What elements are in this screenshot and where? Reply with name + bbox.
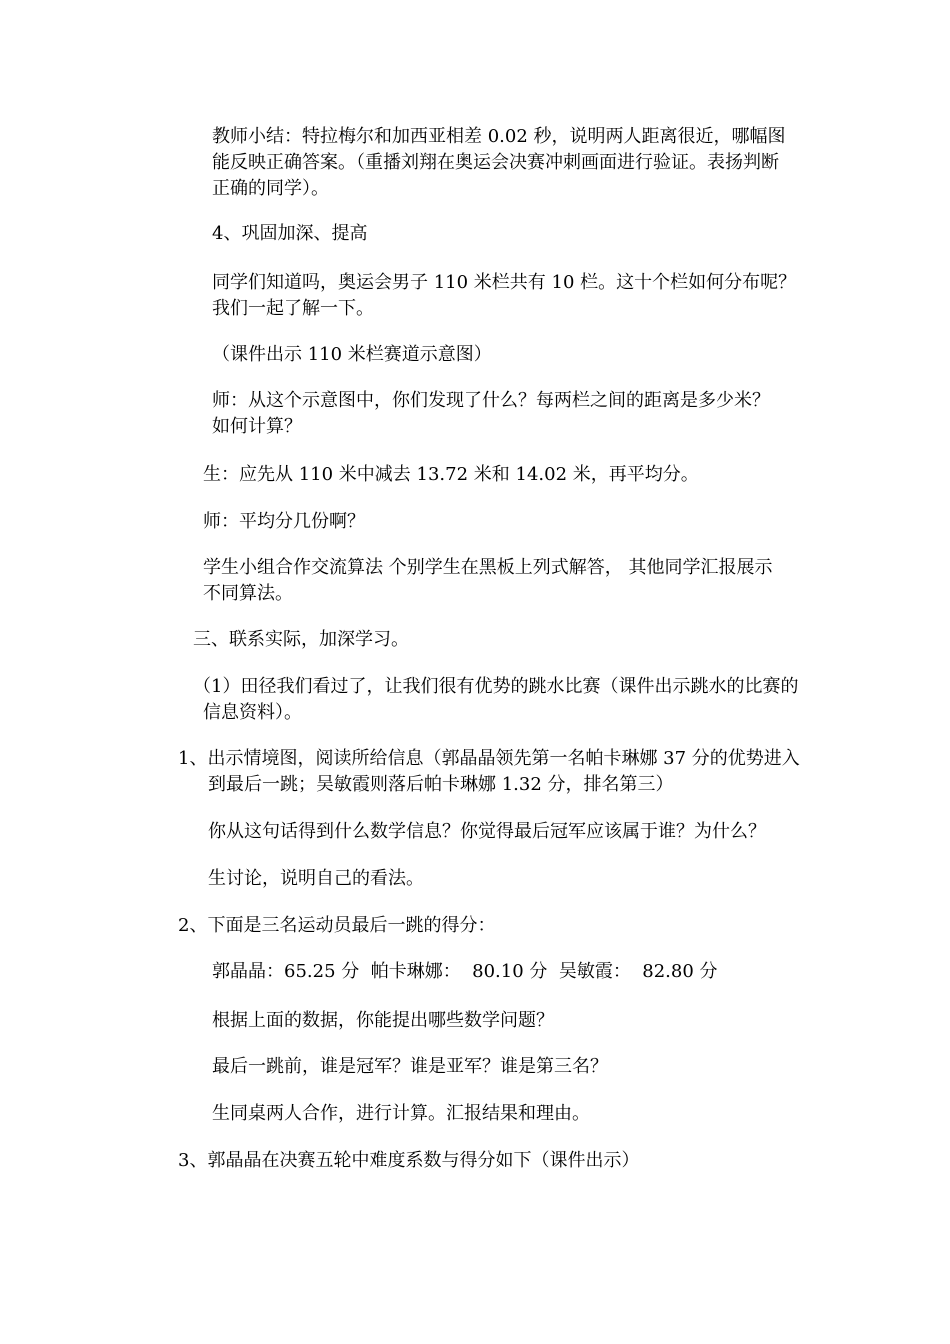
text-line: 师：从这个示意图中，你们发现了什么？每两栏之间的距离是多少米？ <box>212 390 770 411</box>
section-heading-three <box>193 627 409 653</box>
paragraph-item-1 <box>178 746 800 798</box>
text-line: 我们一起了解一下。 <box>212 298 374 319</box>
paragraph-student-answer <box>203 462 699 488</box>
paragraph-diving-intro <box>193 674 798 726</box>
text-line: 同学们知道吗，奥运会男子 110 米栏共有 10 栏。这十个栏如何分布呢？ <box>212 272 797 293</box>
paragraph-consolidate-heading <box>212 221 367 247</box>
paragraph-item-2 <box>178 913 495 939</box>
text-line: 教师小结：特拉梅尔和加西亚相差 0.02 秒，说明两人距离很近，哪幅图 <box>212 126 786 147</box>
text-line: 学生小组合作交流算法 个别学生在黑板上列式解答， 其他同学汇报展示 <box>203 557 773 578</box>
text-line: 能反映正确答案。（重播刘翔在奥运会决赛冲刺画面进行验证。表扬判断 <box>212 152 779 173</box>
text-line: 生同桌两人合作，进行计算。汇报结果和理由。 <box>212 1103 590 1124</box>
paragraph-teacher-followup <box>203 509 365 535</box>
text-line: 三、联系实际，加深学习。 <box>193 629 409 650</box>
text-line: 正确的同学）。 <box>212 178 329 199</box>
text-line: 生：应先从 110 米中减去 13.72 米和 14.02 米，再平均分。 <box>203 464 699 485</box>
text-line: （课件出示 110 米栏赛道示意图） <box>212 344 492 365</box>
text-line: 不同算法。 <box>203 583 293 604</box>
paragraph-hurdles-intro <box>212 270 796 322</box>
paragraph-pair-work <box>212 1101 590 1127</box>
paragraph-data-question <box>212 1008 554 1034</box>
paragraph-group-work <box>203 555 772 607</box>
paragraph-teacher-question <box>212 388 770 440</box>
text-line: 3、郭晶晶在决赛五轮中难度系数与得分如下（课件出示） <box>178 1150 640 1171</box>
text-line: 1、出示情境图，阅读所给信息（郭晶晶领先第一名帕卡琳娜 37 分的优势进入 <box>178 748 800 769</box>
paragraph-discussion <box>208 866 424 892</box>
paragraph-scores <box>212 959 718 985</box>
text-line: 你从这句话得到什么数学信息？你觉得最后冠军应该属于谁？为什么？ <box>208 821 766 842</box>
paragraph-item-3 <box>178 1148 639 1174</box>
text-line: 如何计算？ <box>212 416 302 437</box>
text-line: 师：平均分几份啊？ <box>203 511 365 532</box>
text-line: 最后一跳前，谁是冠军？谁是亚军？谁是第三名？ <box>212 1056 608 1077</box>
text-line: 信息资料）。 <box>203 702 302 723</box>
text-line: 郭晶晶：65.25 分 帕卡琳娜： 80.10 分 吴敏霞： 82.80 分 <box>212 961 718 982</box>
paragraph-question-info <box>208 819 766 845</box>
paragraph-ranking-question <box>212 1054 608 1080</box>
text-line: 2、下面是三名运动员最后一跳的得分： <box>178 915 496 936</box>
text-line: 4、巩固加深、提高 <box>212 223 368 244</box>
text-line: （1）田径我们看过了，让我们很有优势的跳水比赛（课件出示跳水的比赛的 <box>193 676 799 697</box>
text-line: 生讨论，说明自己的看法。 <box>208 868 424 889</box>
paragraph-courseware-diagram <box>212 342 492 368</box>
text-line: 到最后一跳；吴敏霞则落后帕卡琳娜 1.32 分，排名第三） <box>208 774 674 795</box>
paragraph-teacher-summary <box>212 124 786 202</box>
text-line: 根据上面的数据，你能提出哪些数学问题？ <box>212 1010 554 1031</box>
